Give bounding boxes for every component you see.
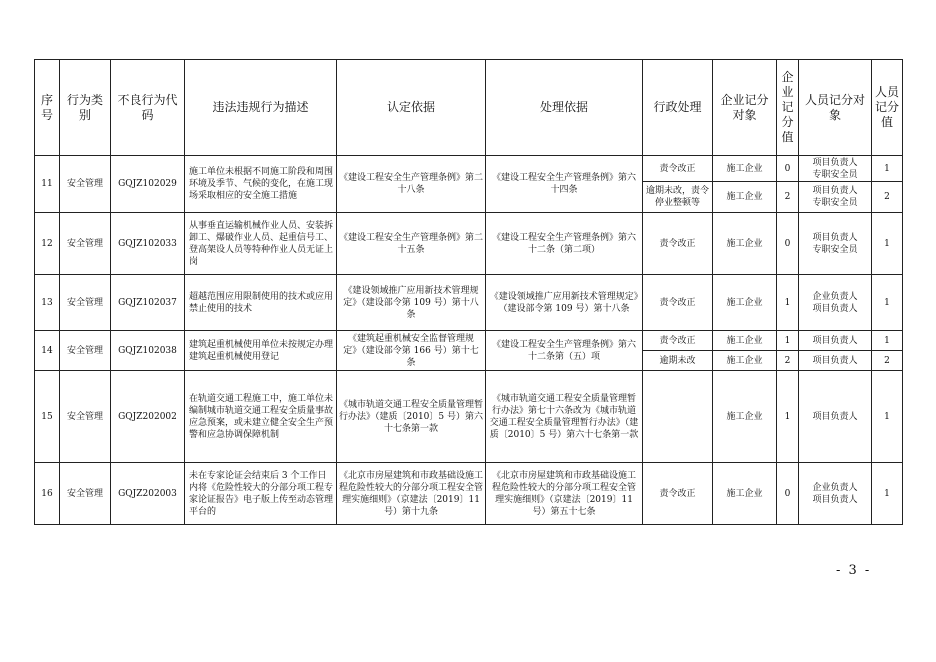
cell-ent-target: 施工企业 xyxy=(713,371,777,463)
cell-admin: 逾期未改，责令停业整顿等 xyxy=(643,182,713,213)
cell-basis: 《建设领域推广应用新技术管理规定》（建设部令第 109 号）第十八条 xyxy=(337,275,486,331)
cell-handle: 《建设工程安全生产管理条例》第六十二条（第二项） xyxy=(486,213,643,275)
cell-type: 安全管理 xyxy=(60,213,111,275)
cell-per-target: 项目负责人 xyxy=(799,331,872,351)
header-row xyxy=(35,60,903,156)
cell-ent-target: 施工企业 xyxy=(713,275,777,331)
cell-desc: 施工单位未根据不同施工阶段和周围环境及季节、气候的变化，在施工现场采取相应的安全施工措施 xyxy=(185,156,337,213)
cell-admin: 责令改正 xyxy=(643,213,713,275)
cell-seq: 11 xyxy=(35,156,60,213)
cell-code: GQJZ102029 xyxy=(111,156,185,213)
cell-ent-target: 施工企业 xyxy=(713,331,777,351)
cell-per-score: 1 xyxy=(872,463,903,525)
cell-ent-score: 2 xyxy=(777,182,799,213)
cell-seq: 13 xyxy=(35,275,60,331)
cell-seq: 16 xyxy=(35,463,60,525)
cell-per-target: 项目负责人 xyxy=(799,371,872,463)
cell-seq: 14 xyxy=(35,331,60,371)
cell-per-score: 1 xyxy=(872,331,903,351)
violation-table xyxy=(34,59,903,525)
cell-handle: 《北京市房屋建筑和市政基础设施工程危险性较大的分部分项工程安全管理实施细则》（京建法〔2019〕11 号）第五十七条 xyxy=(486,463,643,525)
cell-basis: 《建设工程安全生产管理条例》第二十八条 xyxy=(337,156,486,213)
cell-desc: 超越范围应用限制使用的技术或应用禁止使用的技术 xyxy=(185,275,337,331)
cell-admin: 逾期未改 xyxy=(643,351,713,371)
table-row xyxy=(35,156,903,182)
cell-ent-target: 施工企业 xyxy=(713,463,777,525)
cell-handle: 《建设领域推广应用新技术管理规定》（建设部令第 109 号）第十八条 xyxy=(486,275,643,331)
col-type: 行为类别 xyxy=(60,60,111,156)
col-per-target: 人员记分对象 xyxy=(799,60,872,156)
cell-per-score: 1 xyxy=(872,213,903,275)
col-per-score: 人员记分值 xyxy=(872,60,903,156)
cell-desc: 未在专家论证会结束后 3 个工作日内将《危险性较大的分部分项工程专家论证报告》电子版上传至动态管理平台的 xyxy=(185,463,337,525)
cell-basis: 《北京市房屋建筑和市政基础设施工程危险性较大的分部分项工程安全管理实施细则》（京建法〔2019〕11 号）第十九条 xyxy=(337,463,486,525)
cell-ent-score: 1 xyxy=(777,275,799,331)
cell-code: GQJZ102033 xyxy=(111,213,185,275)
cell-code: GQJZ202003 xyxy=(111,463,185,525)
cell-per-target: 项目负责人 专职安全员 xyxy=(799,182,872,213)
table-row xyxy=(35,213,903,275)
cell-type: 安全管理 xyxy=(60,156,111,213)
col-admin: 行政处理 xyxy=(643,60,713,156)
cell-type: 安全管理 xyxy=(60,371,111,463)
table-row xyxy=(35,463,903,525)
cell-per-target: 企业负责人 项目负责人 xyxy=(799,463,872,525)
cell-seq: 15 xyxy=(35,371,60,463)
cell-ent-target: 施工企业 xyxy=(713,182,777,213)
cell-per-score: 2 xyxy=(872,351,903,371)
col-handle: 处理依据 xyxy=(486,60,643,156)
cell-ent-score: 1 xyxy=(777,331,799,351)
cell-admin: 责令改正 xyxy=(643,463,713,525)
cell-per-score: 1 xyxy=(872,371,903,463)
cell-per-target: 企业负责人 项目负责人 xyxy=(799,275,872,331)
cell-per-target: 项目负责人 专职安全员 xyxy=(799,213,872,275)
cell-per-score: 1 xyxy=(872,275,903,331)
cell-type: 安全管理 xyxy=(60,463,111,525)
cell-handle: 《城市轨道交通工程安全质量管理暂行办法》第七十六条改为《城市轨道交通工程安全质量管理暂行办法》（建质〔2010〕5 号）第六十七条第一款 xyxy=(486,371,643,463)
cell-desc: 从事垂直运输机械作业人员、安装拆卸工、爆破作业人员、起重信号工、登高架设人员等特种作业人员无证上岗 xyxy=(185,213,337,275)
table-body xyxy=(35,156,903,525)
cell-type: 安全管理 xyxy=(60,275,111,331)
cell-code: GQJZ102038 xyxy=(111,331,185,371)
col-seq: 序号 xyxy=(35,60,60,156)
col-code: 不良行为代码 xyxy=(111,60,185,156)
cell-basis: 《建筑起重机械安全监督管理规定》（建设部令第 166 号）第十七条 xyxy=(337,331,486,371)
cell-ent-score: 0 xyxy=(777,463,799,525)
table-row xyxy=(35,275,903,331)
cell-ent-target: 施工企业 xyxy=(713,213,777,275)
cell-desc: 在轨道交通工程施工中，施工单位未编制城市轨道交通工程安全质量事故应急预案，或未建立健全安全生产预警和应急协调保障机制 xyxy=(185,371,337,463)
col-ent-target: 企业记分对象 xyxy=(713,60,777,156)
cell-ent-score: 0 xyxy=(777,213,799,275)
cell-per-score: 2 xyxy=(872,182,903,213)
col-ent-score: 企业记分值 xyxy=(777,60,799,156)
cell-code: GQJZ202002 xyxy=(111,371,185,463)
cell-admin: 责令改正 xyxy=(643,331,713,351)
cell-code: GQJZ102037 xyxy=(111,275,185,331)
cell-admin: 责令改正 xyxy=(643,275,713,331)
table-row xyxy=(35,331,903,351)
col-desc: 违法违规行为描述 xyxy=(185,60,337,156)
cell-type: 安全管理 xyxy=(60,331,111,371)
cell-admin xyxy=(643,371,713,463)
cell-ent-target: 施工企业 xyxy=(713,156,777,182)
col-basis: 认定依据 xyxy=(337,60,486,156)
cell-per-target: 项目负责人 专职安全员 xyxy=(799,156,872,182)
cell-admin: 责令改正 xyxy=(643,156,713,182)
cell-basis: 《建设工程安全生产管理条例》第二十五条 xyxy=(337,213,486,275)
cell-seq: 12 xyxy=(35,213,60,275)
cell-ent-score: 1 xyxy=(777,371,799,463)
page-number: - 3 - xyxy=(836,563,872,578)
cell-desc: 建筑起重机械使用单位未按规定办理建筑起重机械使用登记 xyxy=(185,331,337,371)
cell-ent-score: 0 xyxy=(777,156,799,182)
cell-ent-target: 施工企业 xyxy=(713,351,777,371)
cell-handle: 《建设工程安全生产管理条例》第六十四条 xyxy=(486,156,643,213)
table-row xyxy=(35,371,903,463)
cell-per-score: 1 xyxy=(872,156,903,182)
cell-handle: 《建设工程安全生产管理条例》第六十二条第（五）项 xyxy=(486,331,643,371)
cell-per-target: 项目负责人 xyxy=(799,351,872,371)
cell-basis: 《城市轨道交通工程安全质量管理暂行办法》（建质〔2010〕5 号）第六十七条第一款 xyxy=(337,371,486,463)
cell-ent-score: 2 xyxy=(777,351,799,371)
